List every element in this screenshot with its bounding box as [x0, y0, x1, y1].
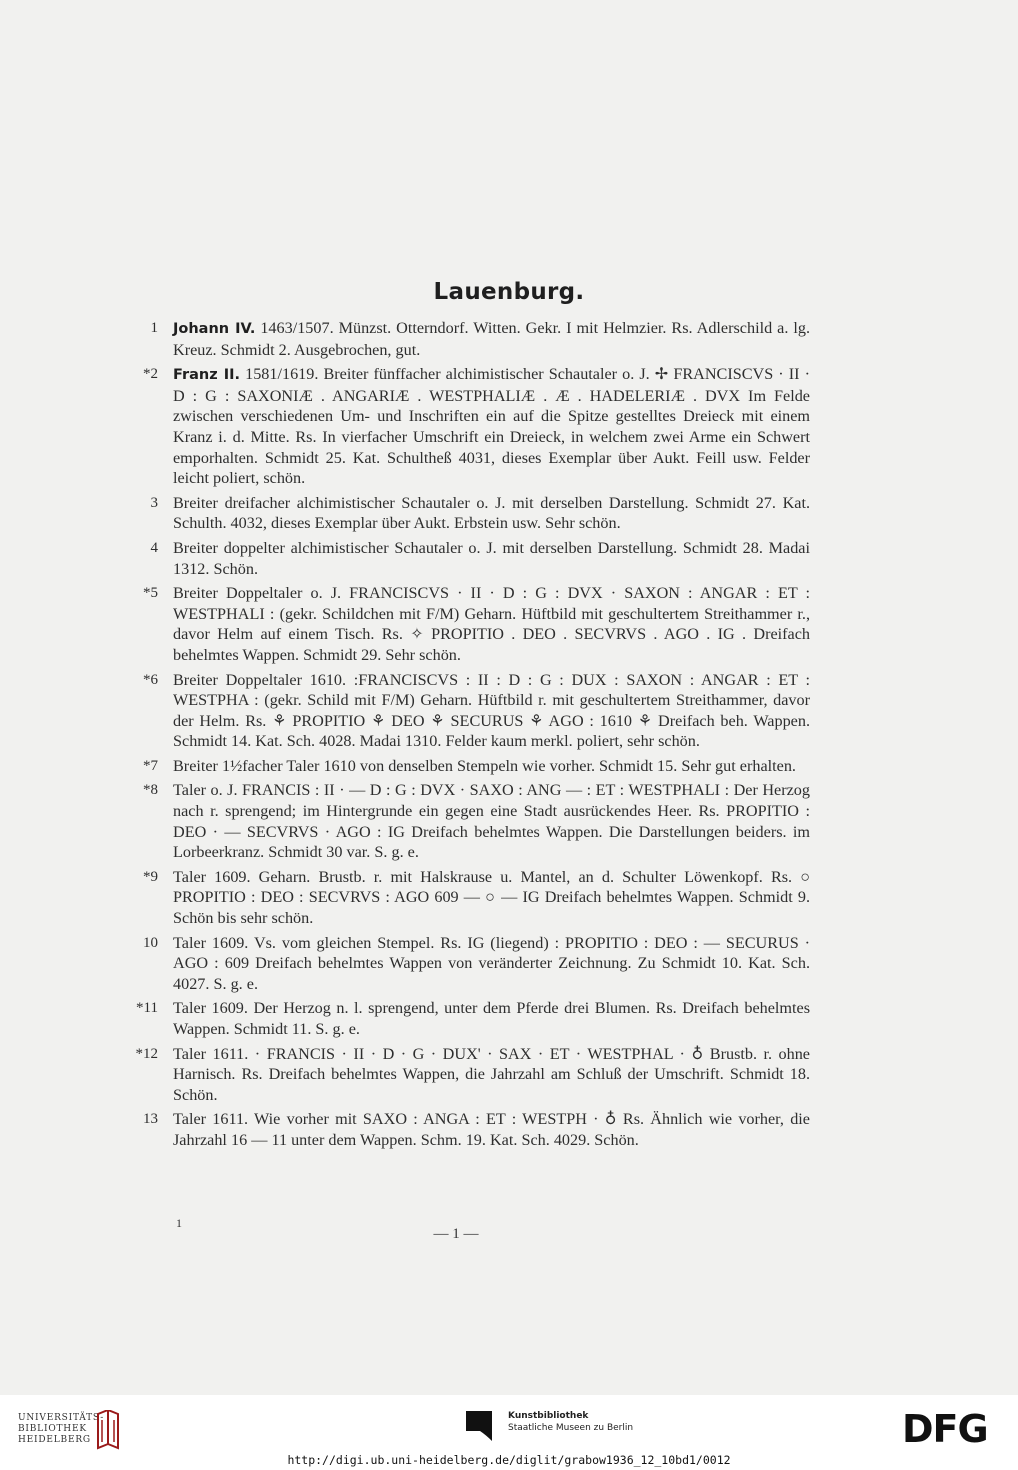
lot-description: Breiter doppelter alchimistischer Schautaler o. J. mit derselben Darstellung. Schmidt 28. Madai 1312. Schön. [173, 538, 810, 578]
ruler-name: Franz II. [173, 367, 241, 384]
university-logo-icon[interactable] [94, 1410, 122, 1450]
lot-number: *5 [143, 585, 158, 602]
ruler-name: Johann IV. [173, 321, 256, 337]
lot-entry [120, 780, 810, 862]
university-line: HEIDELBERG [18, 1435, 91, 1445]
lot-number: *7 [143, 757, 158, 774]
lot-entry [120, 318, 810, 360]
lot-entry [120, 1044, 810, 1106]
lot-description: 1581/1619. Breiter fünffacher alchimistischer Schautaler o. J. ✢ FRANCISCVS · II · D : G : SAXONIÆ . ANGARIÆ . WESTPHALIÆ . Æ . HADELERIÆ . DVX Im Felde zwischen verschiedenen Um- und Inschriften ein auf die Spitze gestelltes Dreieck mit einem Kranz i. d. Mitte. Rs. In vierfacher Umschrift ein Dreieck, in welchem zwei Arme ein Schwert emporhalten. Schmidt 25. Kat. Schulthеß 4031, dieses Exemplar über Aukt. Feill usw. Felder leicht poliert, schön. [173, 365, 810, 488]
kunstbibliothek-logo-icon[interactable] [466, 1411, 500, 1441]
footer-bar [0, 1395, 1018, 1470]
lot-entry [120, 364, 810, 489]
kunstbibliothek-label[interactable] [508, 1410, 633, 1434]
lot-number: 13 [143, 1111, 158, 1128]
lot-number: *12 [135, 1045, 158, 1062]
lot-number: 3 [150, 494, 158, 511]
page-number: — 1 — [433, 1226, 479, 1242]
lot-entry [120, 998, 810, 1039]
lot-number: 1 [150, 320, 158, 336]
lot-entry [120, 538, 810, 579]
lot-number: *9 [143, 868, 158, 885]
lot-description: 1463/1507. Münzst. Otterndorf. Witten. Gekr. I mit Helmzier. Rs. Adlerschild a. lg. Kreuz. Schmidt 2. Ausgebrochen, gut. [173, 319, 810, 359]
lot-number: *6 [143, 671, 158, 688]
lot-entry [120, 1109, 810, 1150]
university-library-label[interactable] [18, 1413, 104, 1446]
lot-entry [120, 933, 810, 995]
lot-description: Taler 1611. Wie vorher mit SAXO : ANGA : ET : WESTPH · ♁ Rs. Ähnlich wie vorher, die Jahrzahl 16 — 11 unter dem Wappen. Schm. 19. Kat. Sch. 4029. Schön. [173, 1110, 810, 1149]
lot-description: Breiter Doppeltaler o. J. FRANCISCVS · II · D : G : DVX · SAXON : ANGAR : ET : WESTPHALI : (gekr. Schildchen mit F/M) Geharn. Hüftbild mit geschultertem Streithammer r., davor Helm auf einem Tisch. Rs. ✧ PROPITIO . DEO . SECVRVS . AGO . IG . Dreifach behelmtes Wappen. Schmidt 29. Sehr schön. [173, 584, 810, 664]
lot-number: *8 [143, 782, 158, 799]
signature-mark: 1 [176, 1216, 182, 1230]
lot-description: Breiter 1½facher Taler 1610 von denselben Stempeln wie vorher. Schmidt 15. Sehr gut erhalten. [173, 756, 796, 775]
lot-description: Taler 1609. Vs. vom gleichen Stempel. Rs. IG (liegend) : PROPITIO : DEO : — SECURUS · AGO : 609 Dreifach behelmtes Wappen von veränderter Zeichnung. Zu Schmidt 10. Kat. Sch. 4027. S. g. e. [173, 933, 810, 993]
lot-number: 10 [143, 934, 158, 951]
dfg-logo[interactable]: DFG [902, 1407, 988, 1451]
permalink-url[interactable]: http://digi.ub.uni-heidelberg.de/diglit/grabow1936_12_10bd1/0012 [287, 1453, 731, 1467]
lot-number: 4 [150, 539, 158, 556]
kunstbibliothek-name: Kunstbibliothek [508, 1411, 589, 1421]
university-line: BIBLIOTHEK [18, 1424, 87, 1434]
lot-entry [120, 493, 810, 534]
lot-description: Breiter dreifacher alchimistischer Schautaler o. J. mit derselben Darstellung. Schmidt 27. Kat. Schulth. 4032, dieses Exemplar über Aukt. Erbstein usw. Sehr schön. [173, 493, 810, 533]
lot-description: Taler 1611. · FRANCIS · II · D · G · DUX' · SAX · ET · WESTPHAL · ♁ Brustb. r. ohne Harnisch. Rs. Dreifach behelmtes Wappen, die Jahrzahl am Schluß der Umschrift. Schmidt 18. Schön. [173, 1044, 810, 1104]
lot-entry [120, 867, 810, 929]
lot-description: Breiter Doppeltaler 1610. :FRANCISCVS : II : D : G : DUX : SAXON : ANGAR : ET : WESTPHA : (gekr. Schild mit F/M) Geharn. Hüftbild r. mit geschultertem Streithammer, davor der Helm. Rs. ⚘ PROPITIO ⚘ DEO ⚘ SECURUS ⚘ AGO : 1610 ⚘ Dreifach beh. Wappen. Schmidt 14. Kat. Sch. 4028. Madai 1310. Felder kaum merkl. poliert, sehr schön. [173, 670, 810, 751]
lot-number: *11 [136, 1000, 158, 1017]
page-title: Lauenburg. [433, 279, 585, 305]
lot-description: Taler 1609. Der Herzog n. l. sprengend, unter dem Pferde drei Blumen. Rs. Dreifach behelmtes Wappen. Schmidt 11. S. g. e. [173, 999, 810, 1038]
lot-entry [120, 670, 810, 752]
university-line: UNIVERSITÄTS- [18, 1413, 105, 1423]
kunstbibliothek-subtitle: Staatliche Museen zu Berlin [508, 1423, 634, 1433]
lot-description: Taler o. J. FRANCIS : II · — D : G : DVX · SAXO : ANG — : ET : WESTPHALI : Der Herzog nach r. sprengend; im Hintergrunde ein gegen eine Stadt ausrückendes Heer. Rs. PROPITIO : DEO · — SECVRVS · AGO : IG Dreifach behelmtes Wappen. Die Darstellungen beiders. im Lorbeerkranz. Schmidt 30 var. S. g. e. [173, 781, 810, 862]
lot-entry [120, 756, 810, 777]
lot-description: Taler 1609. Geharn. Brustb. r. mit Halskrause u. Mantel, an d. Schulter Löwenkopf. Rs. ○ PROPITIO : DEO : SECVRVS : AGO 609 — ○ — IG Dreifach behelmtes Wappen. Schmidt 9. Schön bis sehr schön. [173, 867, 810, 928]
lot-number: *2 [143, 366, 158, 383]
lot-entry [120, 583, 810, 665]
lot-list [120, 318, 810, 1155]
